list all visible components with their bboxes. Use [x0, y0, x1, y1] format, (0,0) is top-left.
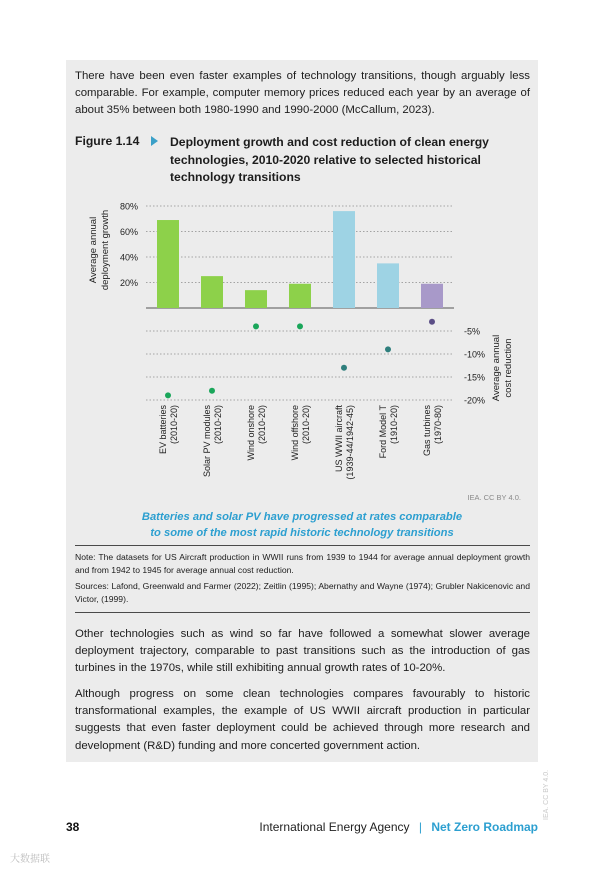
- figure-notes: [75, 551, 530, 609]
- footer-separator: |: [418, 820, 422, 834]
- intro-paragraph: There have been even faster examples of technology transitions, though arguably less comparable. For example, computer memory prices reduced each year by an average of about 35% between both 1980-1990 and 1990-2000 (McCallum, 2023).: [75, 70, 530, 117]
- cost-dot-2: [209, 388, 215, 394]
- cost-dot-6: [385, 346, 391, 352]
- figure-caption-line-1: Batteries and solar PV have progressed at rates comparable: [141, 511, 463, 523]
- cost-dot-1: [165, 392, 171, 398]
- x-tick-label-line: (2010-20): [301, 405, 311, 445]
- body-paragraph-3: Although progress on some clean technologies compares favourably to historic transformational examples, the example of US WWII aircraft production in particular suggests that even faster deployment could be achieved through more research and development (R&D) funding and more concerted government action.: [75, 688, 530, 752]
- x-tick-label-2: [202, 405, 223, 478]
- x-tick-label-6: [378, 405, 399, 459]
- page-footer: [259, 820, 538, 834]
- notes-top-divider: [75, 545, 530, 546]
- x-tick-label-line: Ford Model T: [378, 405, 388, 459]
- x-tick-label-4: [290, 405, 311, 460]
- x-tick-label-line: (1939-44/1942-45): [345, 405, 355, 480]
- x-tick-label-line: Wind onshore: [246, 405, 256, 461]
- x-tick-label-line: (2010-20): [213, 405, 223, 445]
- x-tick-label-5: [334, 405, 355, 480]
- x-tick-label-line: (1910-20): [389, 405, 399, 445]
- y-axis-top-label-2: deployment growth: [100, 209, 111, 291]
- x-tick-label-line: (2010-20): [257, 405, 267, 445]
- body-paragraph-2: Other technologies such as wind so far have followed a somewhat slower average deployment trajectory, comparable to past transitions such as the introduction of gas turbines in the 1970s, while still exhibiting annual growth rates of 10-20%.: [75, 628, 530, 675]
- watermark: 大数据联: [10, 854, 50, 865]
- x-tick-label-7: [422, 405, 443, 457]
- figure-arrow-icon: [151, 136, 158, 146]
- x-tick-label-line: Gas turbines: [422, 405, 432, 457]
- figure-sources: Sources: Lafond, Greenwald and Farmer (2022); Zeitlin (1995); Abernathy and Wayne (1974); Grubler Nakicenovic and Victor, (1999).: [75, 581, 530, 604]
- figure-title: Deployment growth and cost reduction of clean energy technologies, 2010-2020 relative to selected historical technology transitions: [170, 135, 489, 184]
- y-tick-label-bottom: -10%: [464, 349, 486, 360]
- footer-document-title: Net Zero Roadmap: [431, 820, 538, 834]
- bar-1: [157, 220, 179, 308]
- y-axis-bottom-label: Average annual: [491, 334, 502, 402]
- bar-4: [289, 284, 311, 308]
- x-tick-label-1: [158, 405, 179, 455]
- bar-5: [333, 211, 355, 308]
- figure-caption: [66, 510, 538, 541]
- bar-6: [377, 263, 399, 308]
- bar-7: [421, 284, 443, 308]
- y-tick-label-bottom: -15%: [464, 372, 486, 383]
- footer-publisher: International Energy Agency: [259, 820, 410, 834]
- bar-3: [245, 290, 267, 308]
- bar-2: [201, 276, 223, 308]
- side-license: IEA. CC BY 4.0.: [543, 769, 550, 820]
- cost-dot-4: [297, 323, 303, 329]
- page-number: 38: [66, 820, 80, 834]
- y-tick-label-bottom: -20%: [464, 395, 486, 406]
- y-tick-label-top: 60%: [119, 227, 138, 237]
- x-tick-label-line: (1970-80): [433, 405, 443, 445]
- x-tick-label-line: Solar PV modules: [202, 405, 212, 478]
- figure-note: Note: The datasets for US Aircraft production in WWII runs from 1939 to 1944 for average annual deployment growth and from 1942 to 1945 for average annual cost reduction.: [75, 552, 530, 575]
- figure-license: IEA. CC BY 4.0.: [467, 493, 521, 502]
- chart: [66, 190, 538, 540]
- x-tick-label-line: (2010-20): [169, 405, 179, 445]
- y-axis-top-label: Average annual: [88, 216, 99, 284]
- cost-dot-7: [429, 319, 435, 325]
- figure-label: Figure 1.14: [75, 134, 140, 148]
- y-tick-label-bottom: -5%: [464, 326, 481, 337]
- cost-dot-3: [253, 323, 259, 329]
- x-tick-label-3: [246, 405, 267, 461]
- y-tick-label-top: 80%: [119, 201, 138, 212]
- y-tick-label-top: 20%: [119, 278, 138, 288]
- x-tick-label-line: EV batteries: [158, 405, 168, 455]
- y-axis-bottom-label-2: cost reduction: [503, 338, 514, 398]
- x-tick-label-line: Wind offshore: [290, 405, 300, 461]
- cost-dot-5: [341, 365, 347, 371]
- notes-bottom-divider: [75, 612, 530, 613]
- y-tick-label-top: 40%: [119, 252, 138, 263]
- figure-caption-line-2: to some of the most rapid historic technology transitions: [150, 526, 454, 539]
- x-tick-label-line: US WWII aircraft: [334, 405, 344, 472]
